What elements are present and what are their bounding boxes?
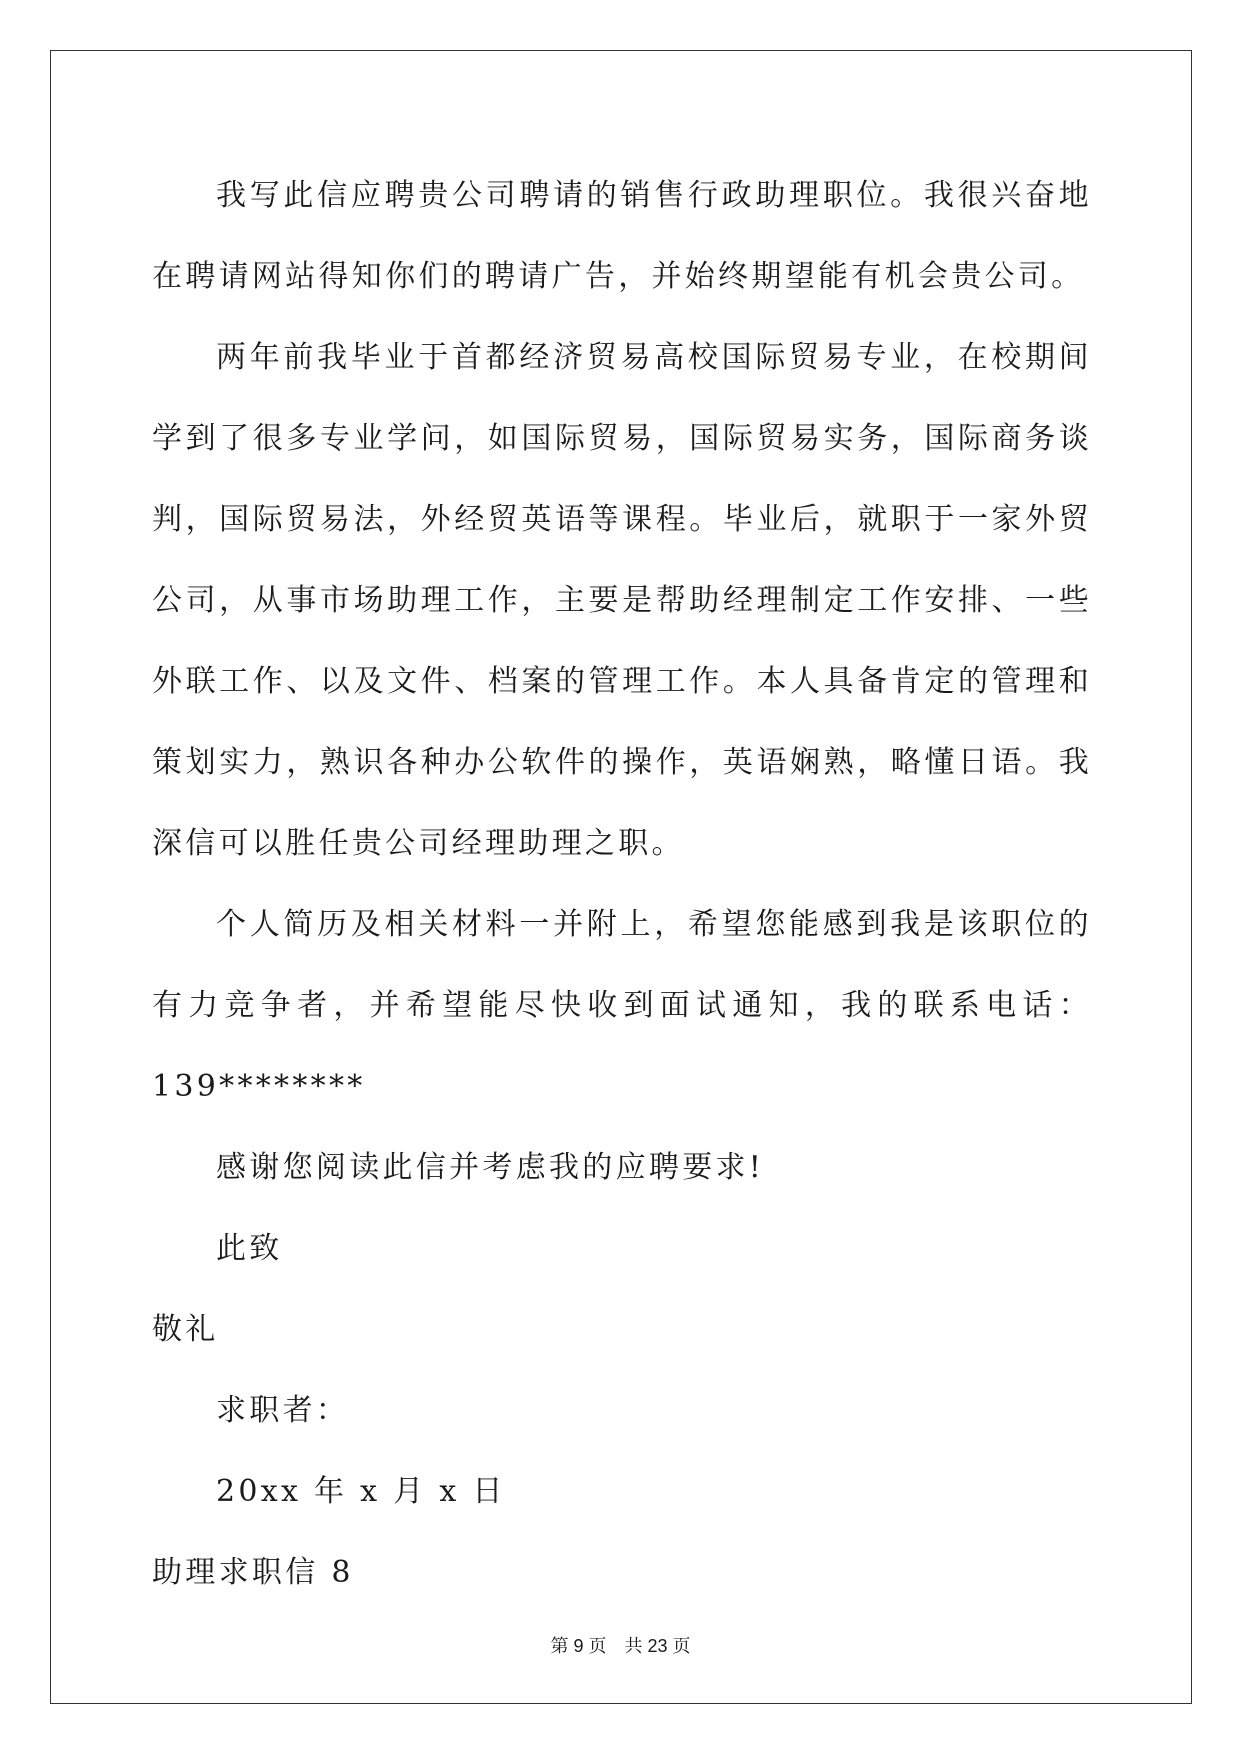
paragraph-thanks: 感谢您阅读此信并考虑我的应聘要求! [216, 1150, 765, 1185]
section-heading: 助理求职信 8 [152, 1555, 354, 1590]
paragraph-contact: 个人简历及相关材料一并附上，希望您能感到我是该职位的有力竞争者，并希望能尽快收到面试通知，我的联系电话：139******** [152, 907, 1092, 1104]
page-footer [0, 1632, 1241, 1658]
page-total: 共 23 页 [624, 1636, 691, 1656]
signature-date: 20xx 年 x 月 x 日 [216, 1474, 506, 1509]
paragraph-background: 两年前我毕业于首都经济贸易高校国际贸易专业，在校期间学到了很多专业学问，如国际贸易，国际贸易实务，国际商务谈判，国际贸易法，外经贸英语等课程。毕业后，就职于一家外贸公司，从事市场助理工作，主要是帮助经理制定工作安排、一些外联工作、以及文件、档案的管理工作。本人具备肯定的管理和策划实力，熟识各种办公软件的操作，英语娴熟，略懂日语。我深信可以胜任贵公司经理助理之职。 [152, 340, 1092, 861]
paragraph-application-intro: 我写此信应聘贵公司聘请的销售行政助理职位。我很兴奋地在聘请网站得知你们的聘请广告，并始终期望能有机会贵公司。 [152, 178, 1092, 294]
closing-salutation: 此致 [216, 1231, 283, 1266]
closing-regards: 敬礼 [152, 1312, 219, 1347]
page-number: 第 9 页 [550, 1636, 607, 1656]
letter-body [152, 155, 1092, 1613]
signature-applicant: 求职者： [216, 1393, 350, 1428]
